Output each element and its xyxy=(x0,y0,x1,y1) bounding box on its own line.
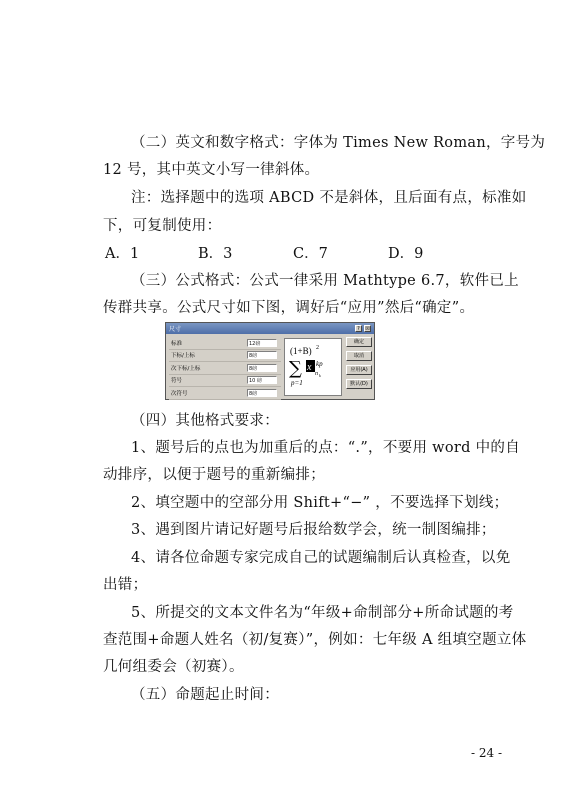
formula-subsub: k xyxy=(319,373,321,378)
size-label: 次下标/上标 xyxy=(171,365,201,372)
size-input[interactable]: 8磅 xyxy=(247,351,277,359)
size-row xyxy=(169,337,281,350)
formula-kp: kp xyxy=(316,360,323,368)
paragraph-line: 5、所提交的文本文件名为“年级+命制部分+所命试题的考 xyxy=(131,605,514,621)
paragraph-line: 3、遇到图片请记好题号后报给数学会，统一制图编排； xyxy=(131,522,496,538)
cancel-button[interactable]: 取消 xyxy=(346,351,372,361)
size-label: 下标/上标 xyxy=(171,353,195,360)
formula-x: x xyxy=(307,362,312,373)
sum-symbol: ∑ xyxy=(289,358,302,379)
paragraph-line: 注：选择题中的选项 ABCD 不是斜体，且后面有点，标准如 xyxy=(131,190,527,206)
paragraph-line: 动排序，以便于题号的重新编排； xyxy=(103,467,325,483)
formula-exponent: 2 xyxy=(316,345,319,351)
page-number: - 24 - xyxy=(471,746,503,760)
help-icon[interactable]: ? xyxy=(355,325,362,332)
paragraph-line: 4、请各位命题专家完成自己的试题编制后认真检查，以免 xyxy=(131,550,511,566)
paragraph-line: 几何组委会（初赛）。 xyxy=(103,659,244,675)
paragraph-line: 2、填空题中的空部分用 Shift+“−” ，不要选择下划线； xyxy=(131,495,509,511)
mathtype-size-dialog xyxy=(165,322,375,400)
size-rows xyxy=(169,337,281,400)
paragraph-line: 1、题号后的点也为加重后的点：“.”，不要用 word 中的自 xyxy=(131,440,521,456)
paragraph-line: （二）英文和数字格式：字体为 Times New Roman，字号为 xyxy=(131,135,546,151)
section-heading: （五）命题起止时间： xyxy=(131,687,279,703)
size-row xyxy=(169,362,281,375)
option-b: B．3 xyxy=(198,246,233,262)
paragraph-line: 12 号，其中英文小写一律斜体。 xyxy=(103,162,320,178)
size-label: 标准 xyxy=(171,340,183,347)
dialog-buttons xyxy=(346,337,372,393)
size-input[interactable]: 10 磅 xyxy=(247,376,277,384)
size-label: 次符号 xyxy=(171,390,188,397)
option-d: D．9 xyxy=(388,246,424,262)
size-row xyxy=(169,375,281,388)
paragraph-line: 查范围+命题人姓名（初/复赛）”，例如：七年级 A 组填空题立体 xyxy=(103,632,527,648)
section-heading: （四）其他格式要求： xyxy=(131,413,279,429)
size-input[interactable]: 8磅 xyxy=(247,389,277,397)
paragraph-line: 下，可复制使用： xyxy=(103,218,222,234)
formula-preview xyxy=(284,338,342,396)
size-label: 符号 xyxy=(171,378,183,385)
formula-numerator: (1+B) xyxy=(290,346,312,356)
default-button[interactable]: 默认(D) xyxy=(346,379,372,389)
close-icon[interactable]: ☒ xyxy=(365,326,370,332)
size-input[interactable]: 8磅 xyxy=(247,364,277,372)
option-c: C．7 xyxy=(293,246,328,262)
paragraph-line: 出错； xyxy=(103,577,148,593)
paragraph-line: （三）公式格式：公式一律采用 Mathtype 6.7，软件已上 xyxy=(131,273,519,289)
dialog-titlebar xyxy=(166,323,374,334)
size-row xyxy=(169,387,281,400)
apply-button[interactable]: 应用(A) xyxy=(346,365,372,375)
formula-graphic xyxy=(285,339,341,395)
formula-sub: n xyxy=(315,371,318,377)
size-input[interactable]: 12磅 xyxy=(247,339,277,347)
option-a: A．1 xyxy=(105,246,140,262)
size-row xyxy=(169,350,281,363)
ok-button[interactable]: 确定 xyxy=(346,337,372,347)
paragraph-line: 传群共享。公式尺寸如下图，调好后“应用”然后“确定”。 xyxy=(103,300,475,316)
formula-lower: p=1 xyxy=(291,379,303,387)
dialog-title: 尺寸 xyxy=(169,326,182,333)
